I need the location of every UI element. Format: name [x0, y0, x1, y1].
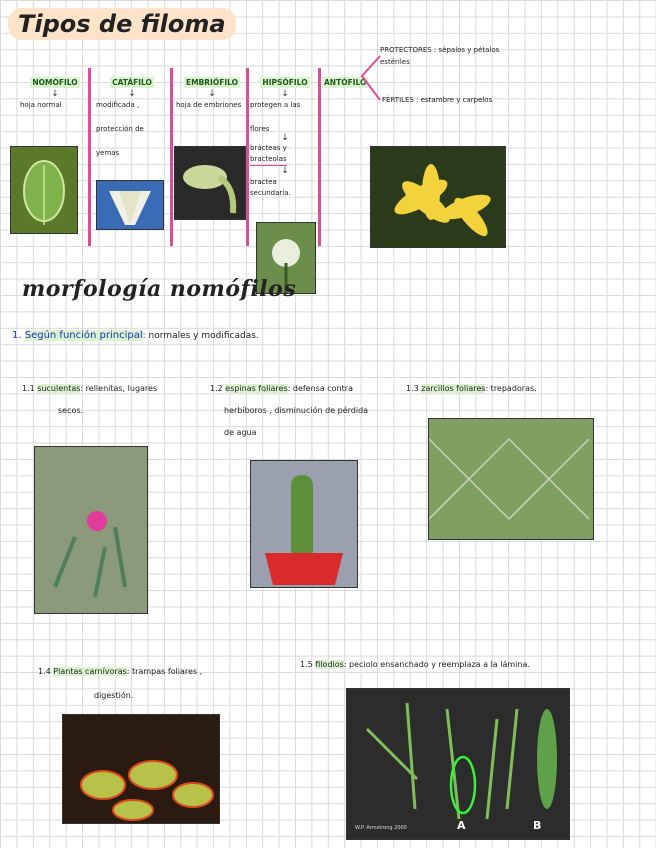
hipsofilo-desc-1: protegen a las: [250, 101, 301, 109]
sub-highlight: Plantas carnívoras: [53, 667, 127, 676]
cactus-photo: [250, 460, 358, 588]
hipsofilo-b4: secundaria.: [250, 189, 291, 197]
sub-text-2: digestión.: [94, 691, 134, 700]
phyllode-photo: [346, 688, 570, 840]
sub-text: : trepadoras.: [485, 384, 537, 393]
sub-num: 1.1: [22, 384, 35, 393]
sub-highlight: suculentas: [37, 384, 81, 393]
s1-num: 1.: [12, 330, 22, 341]
protectores-text: PROTECTORES : sépalos y pétalos: [380, 46, 500, 54]
embriofilo-label: EMBRIÓFILO: [185, 78, 239, 87]
lily-photo: [370, 146, 506, 248]
page-title: Tipos de filoma: [8, 8, 236, 40]
hipsofilo-b2: bracteolas: [250, 154, 287, 166]
hipsofilo-b1: brácteas y: [250, 144, 287, 152]
divider: [318, 68, 321, 246]
col-catafilo: [96, 70, 168, 165]
catafilo-desc-2: protección de: [96, 125, 144, 133]
nomofilo-label: NOMÓFILO: [32, 78, 78, 87]
sub-text-3: de agua: [224, 428, 257, 437]
arrow-down-icon: ↓: [281, 166, 289, 176]
divider: [170, 68, 173, 246]
embriofilo-desc: hoja de embriones: [176, 101, 242, 109]
section-title: morfología nomófilos: [22, 276, 297, 302]
col-hipsofilo: [250, 70, 320, 199]
hipsofilo-b3: bractea: [250, 178, 277, 186]
arrow-down-icon: ↓: [208, 89, 216, 99]
label-b: B: [533, 819, 542, 832]
s1-rest: : normales y modificadas.: [142, 331, 259, 341]
hipsofilo-label: HIPSÓFILO: [262, 78, 308, 87]
nomofilo-desc: hoja normal: [20, 101, 62, 109]
leaf-photo: [10, 146, 78, 234]
catafilo-label: CATÁFILO: [112, 78, 152, 87]
venus-flytrap-photo: [62, 714, 220, 824]
antofilo-protectores: [380, 44, 499, 68]
divider: [246, 68, 249, 246]
divider: [88, 68, 91, 246]
arrow-down-icon: ↓: [128, 89, 136, 99]
section-1-heading: [12, 330, 259, 341]
catafilo-desc-3: yemas: [96, 149, 120, 157]
catafilo-desc-1: modificada ,: [96, 101, 140, 109]
sub-num: 1.2: [210, 384, 223, 393]
photo-credit: W.P. Armstrong 2000: [355, 825, 407, 831]
embriofilo-photo: [174, 146, 246, 220]
catafilo-photo: [96, 180, 164, 230]
sub-1-3: [406, 378, 646, 400]
sub-num: 1.4: [38, 667, 51, 676]
label-a: A: [457, 819, 466, 832]
s1-highlight: Según función principal: [24, 330, 143, 341]
col-nomofilo: [20, 70, 90, 111]
arrow-down-icon: ↓: [281, 89, 289, 99]
protectores-text-2: estériles: [380, 58, 410, 66]
sub-text: : trampas foliares ,: [126, 667, 203, 676]
sub-text: : defensa contra: [287, 384, 353, 393]
sub-highlight: filodios: [315, 660, 344, 669]
sub-text-2: secos.: [58, 406, 84, 415]
succulent-photo: [34, 446, 148, 614]
sub-num: 1.5: [300, 660, 313, 669]
sub-1-4: [38, 660, 258, 708]
sub-text-2: herbíboros , disminución de pérdida: [224, 406, 369, 415]
sub-highlight: espinas foliares: [225, 384, 288, 393]
tendril-photo: [428, 418, 594, 540]
hipsofilo-desc-2: flores: [250, 125, 270, 133]
arrow-down-icon: ↓: [281, 133, 289, 143]
sub-highlight: zarcillos foliares: [421, 384, 486, 393]
sub-1-5: [300, 660, 640, 669]
sub-1-2: [210, 378, 410, 444]
sub-text: : peciolo ensanchado y reemplaza a la lámina.: [343, 660, 530, 669]
col-embriofilo: [176, 70, 248, 111]
antofilo-fertiles: FÉRTILES : estambre y carpelos: [382, 96, 493, 104]
sub-1-1: [22, 378, 202, 422]
sub-num: 1.3: [406, 384, 419, 393]
arrow-down-icon: ↓: [51, 89, 59, 99]
sub-text: : rellenitas, lugares: [80, 384, 158, 393]
antofilo-label: ANTÓFILO: [324, 78, 367, 87]
